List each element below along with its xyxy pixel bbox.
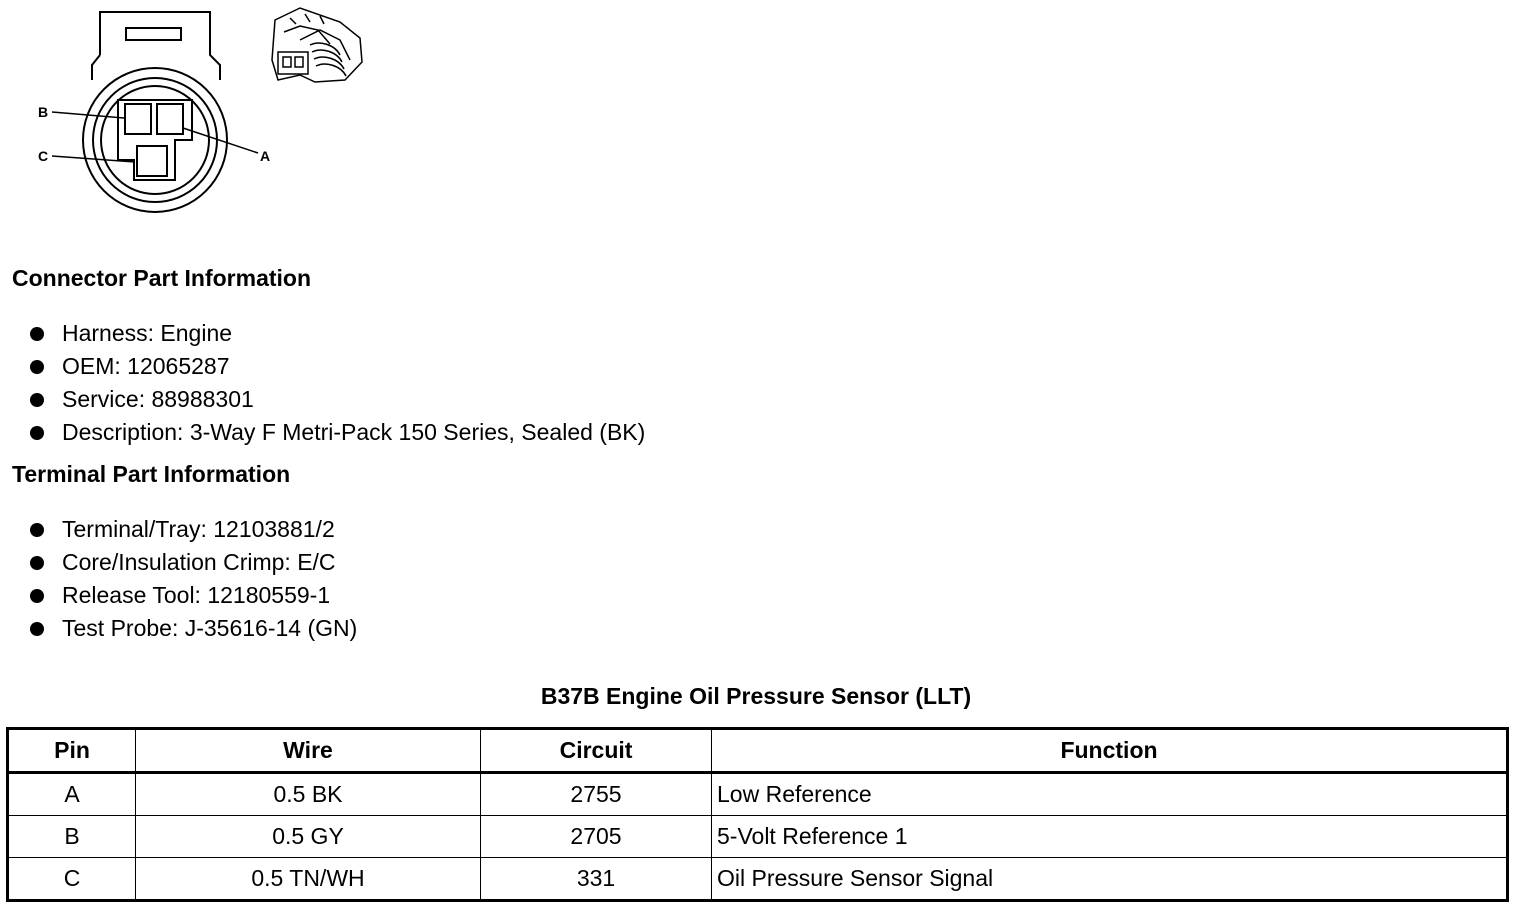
terminal-info-list bbox=[0, 513, 357, 645]
cell-function: Oil Pressure Sensor Signal bbox=[712, 858, 1508, 901]
bullet-icon bbox=[30, 523, 44, 537]
bullet-icon bbox=[30, 556, 44, 570]
bullet-icon bbox=[30, 426, 44, 440]
cell-circuit: 2705 bbox=[481, 816, 712, 858]
bullet-icon bbox=[30, 622, 44, 636]
cell-pin: B bbox=[8, 816, 136, 858]
cell-wire: 0.5 TN/WH bbox=[136, 858, 481, 901]
connector-info-harness bbox=[0, 317, 645, 350]
list-item-text: Harness: Engine bbox=[62, 320, 233, 346]
bullet-icon bbox=[30, 589, 44, 603]
cell-pin: A bbox=[8, 773, 136, 816]
connector-info-description bbox=[0, 416, 645, 449]
cell-circuit: 331 bbox=[481, 858, 712, 901]
connector-info-list bbox=[0, 317, 645, 449]
pin-label-a: A bbox=[260, 148, 271, 164]
terminal-info-heading: Terminal Part Information bbox=[12, 461, 291, 487]
list-item-text: OEM: 12065287 bbox=[62, 353, 230, 379]
terminal-info-crimp bbox=[0, 546, 357, 579]
terminal-info-tray bbox=[0, 513, 357, 546]
pin-label-c: C bbox=[38, 148, 49, 164]
connector-info-heading: Connector Part Information bbox=[12, 265, 312, 291]
cell-wire: 0.5 GY bbox=[136, 816, 481, 858]
connector-info-service bbox=[0, 383, 645, 416]
column-header-function: Function bbox=[712, 729, 1508, 773]
list-item-text: Description: 3-Way F Metri-Pack 150 Series, Sealed (BK) bbox=[62, 419, 646, 445]
bullet-icon bbox=[30, 393, 44, 407]
connector-info-oem bbox=[0, 350, 645, 383]
pin-label-b: B bbox=[38, 104, 49, 120]
bullet-icon bbox=[30, 360, 44, 374]
cell-function: Low Reference bbox=[712, 773, 1508, 816]
table-title: B37B Engine Oil Pressure Sensor (LLT) bbox=[540, 683, 972, 709]
pinout-table bbox=[6, 727, 1509, 902]
connector-diagram bbox=[0, 0, 380, 220]
list-item-text: Core/Insulation Crimp: E/C bbox=[62, 549, 336, 575]
column-header-circuit: Circuit bbox=[481, 729, 712, 773]
terminal-info-release-tool bbox=[0, 579, 357, 612]
connector-face-view bbox=[52, 12, 258, 212]
table-row bbox=[8, 773, 1508, 816]
cell-function: 5-Volt Reference 1 bbox=[712, 816, 1508, 858]
bullet-icon bbox=[30, 327, 44, 341]
cell-wire: 0.5 BK bbox=[136, 773, 481, 816]
table-header-row bbox=[8, 729, 1508, 773]
cell-circuit: 2755 bbox=[481, 773, 712, 816]
list-item-text: Release Tool: 12180559-1 bbox=[62, 582, 331, 608]
list-item-text: Terminal/Tray: 12103881/2 bbox=[62, 516, 335, 542]
terminal-info-test-probe bbox=[0, 612, 357, 645]
table-row bbox=[8, 858, 1508, 901]
column-header-pin: Pin bbox=[8, 729, 136, 773]
table-row bbox=[8, 816, 1508, 858]
connector-perspective-view bbox=[272, 8, 362, 82]
list-item-text: Test Probe: J-35616-14 (GN) bbox=[62, 615, 358, 641]
cell-pin: C bbox=[8, 858, 136, 901]
column-header-wire: Wire bbox=[136, 729, 481, 773]
list-item-text: Service: 88988301 bbox=[62, 386, 254, 412]
